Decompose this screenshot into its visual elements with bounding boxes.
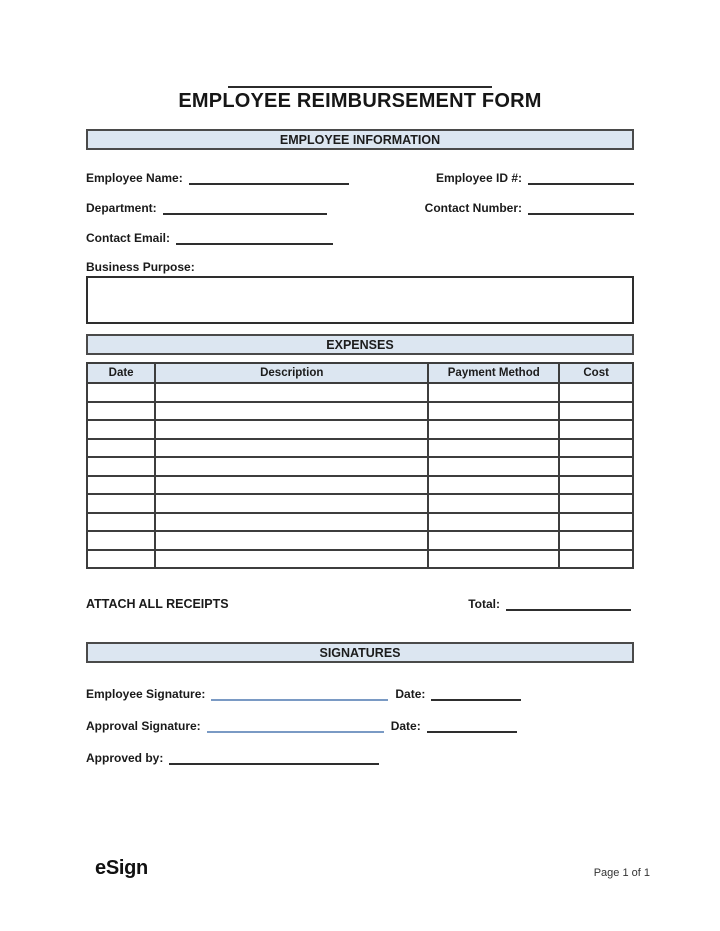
esign-logo: eSign: [95, 857, 148, 879]
employee-id-label: Employee ID #:: [435, 171, 522, 185]
expense-cell[interactable]: [559, 420, 633, 439]
expense-cell[interactable]: [428, 383, 559, 402]
employee-id-field: [410, 170, 634, 185]
total-label: Total:: [468, 597, 500, 611]
expense-cell[interactable]: [87, 457, 155, 476]
department-input-line[interactable]: [163, 200, 327, 215]
expense-cell[interactable]: [87, 550, 155, 569]
department-label: Department:: [86, 201, 157, 215]
contact-number-label: Contact Number:: [424, 201, 522, 215]
expense-row: [87, 420, 633, 439]
section-header-signatures: [86, 642, 634, 663]
expense-cell[interactable]: [87, 513, 155, 532]
expense-cell[interactable]: [559, 494, 633, 513]
expense-cell[interactable]: [559, 513, 633, 532]
page-title: EMPLOYEE REIMBURSEMENT FORM: [178, 90, 542, 112]
employee-signature-label: Employee Signature:: [86, 687, 206, 701]
contact-email-field: [86, 230, 410, 245]
expense-cell[interactable]: [559, 457, 633, 476]
employee-signature-date-line[interactable]: [431, 686, 521, 701]
expense-cell[interactable]: [428, 550, 559, 569]
total-input-line[interactable]: [506, 596, 631, 611]
expenses-table: [86, 362, 634, 569]
expense-row: [87, 383, 633, 402]
expense-cell[interactable]: [155, 494, 428, 513]
section-title: EXPENSES: [326, 337, 394, 352]
employee-name-field: [86, 170, 410, 185]
expense-cell[interactable]: [155, 550, 428, 569]
attach-receipts-label: ATTACH ALL RECEIPTS: [86, 597, 229, 611]
column-header-cost: Cost: [559, 363, 633, 383]
expense-cell[interactable]: [559, 439, 633, 458]
expense-cell[interactable]: [559, 402, 633, 421]
expense-cell[interactable]: [428, 420, 559, 439]
expense-cell[interactable]: [87, 476, 155, 495]
approval-signature-date-label: Date:: [390, 719, 421, 733]
page-indicator: Page 1 of 1: [593, 867, 650, 879]
expense-cell[interactable]: [87, 420, 155, 439]
expense-cell[interactable]: [428, 402, 559, 421]
approved-by-line[interactable]: [169, 750, 379, 765]
expense-cell[interactable]: [87, 494, 155, 513]
section-header-expenses: [86, 334, 634, 355]
business-purpose-label: Business Purpose:: [86, 260, 195, 274]
business-purpose-textbox[interactable]: [86, 276, 634, 324]
expense-row: [87, 494, 633, 513]
expense-cell[interactable]: [155, 383, 428, 402]
field-row: [86, 198, 634, 215]
employee-id-input-line[interactable]: [528, 170, 634, 185]
field-row: [86, 228, 634, 245]
expense-cell[interactable]: [559, 550, 633, 569]
approval-signature-row: [86, 716, 634, 733]
expense-cell[interactable]: [428, 439, 559, 458]
expense-cell[interactable]: [155, 420, 428, 439]
expense-cell[interactable]: [87, 383, 155, 402]
contact-email-label: Contact Email:: [86, 231, 171, 245]
employee-signature-date-label: Date:: [395, 687, 426, 701]
expenses-table-header-row: [87, 363, 633, 383]
field-row: [86, 168, 634, 185]
expense-row: [87, 439, 633, 458]
section-header-employee-information: [86, 129, 634, 150]
expense-cell[interactable]: [428, 531, 559, 550]
section-title: EMPLOYEE INFORMATION: [279, 132, 441, 147]
receipts-total-row: [86, 596, 634, 611]
approval-signature-label: Approval Signature:: [86, 719, 201, 733]
expense-cell[interactable]: [87, 531, 155, 550]
expense-row: [87, 550, 633, 569]
employee-name-input-line[interactable]: [189, 170, 349, 185]
expense-cell[interactable]: [428, 476, 559, 495]
expense-row: [87, 402, 633, 421]
approval-signature-date-line[interactable]: [427, 718, 517, 733]
expense-cell[interactable]: [428, 457, 559, 476]
employee-name-label: Employee Name:: [86, 171, 183, 185]
expense-cell[interactable]: [155, 457, 428, 476]
department-field: [86, 200, 410, 215]
expense-cell[interactable]: [559, 383, 633, 402]
expense-cell[interactable]: [559, 531, 633, 550]
approval-signature-line[interactable]: [207, 718, 384, 733]
expense-row: [87, 476, 633, 495]
contact-number-input-line[interactable]: [528, 200, 634, 215]
contact-number-field: [410, 200, 634, 215]
approved-by-row: [86, 748, 634, 765]
total-field: [468, 596, 631, 611]
expense-cell[interactable]: [155, 531, 428, 550]
expense-row: [87, 531, 633, 550]
employee-signature-line[interactable]: [211, 686, 388, 701]
column-header-date: Date: [87, 363, 155, 383]
column-header-description: Description: [155, 363, 428, 383]
employee-signature-row: [86, 684, 634, 701]
expense-cell[interactable]: [155, 476, 428, 495]
company-name-line[interactable]: [228, 86, 492, 88]
section-title: SIGNATURES: [319, 645, 401, 660]
expense-row: [87, 513, 633, 532]
contact-email-input-line[interactable]: [176, 230, 333, 245]
approved-by-label: Approved by:: [86, 751, 164, 765]
expense-cell[interactable]: [87, 439, 155, 458]
expense-cell[interactable]: [428, 513, 559, 532]
expense-cell[interactable]: [559, 476, 633, 495]
expenses-table-body: [87, 383, 633, 568]
expense-cell[interactable]: [155, 402, 428, 421]
expense-row: [87, 457, 633, 476]
expense-cell[interactable]: [87, 402, 155, 421]
expense-cell[interactable]: [428, 494, 559, 513]
column-header-payment-method: Payment Method: [428, 363, 559, 383]
expense-cell[interactable]: [155, 513, 428, 532]
expense-cell[interactable]: [155, 439, 428, 458]
